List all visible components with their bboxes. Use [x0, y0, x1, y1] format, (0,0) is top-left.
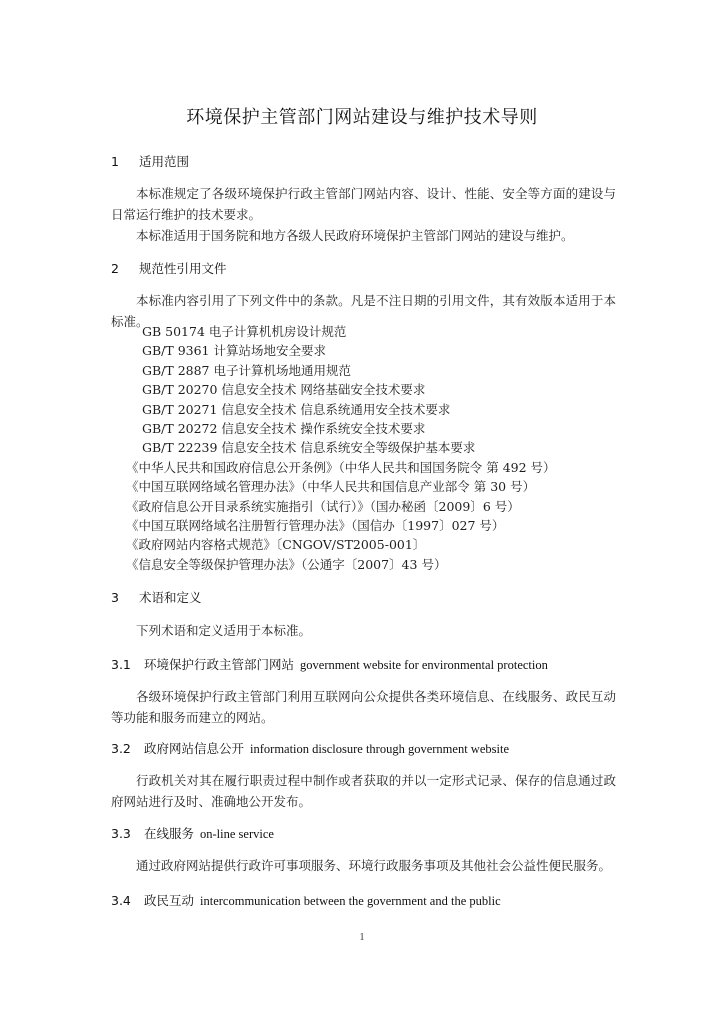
page-number: 1 [359, 932, 365, 943]
reference-item: 《中国互联网络域名管理办法》（中华人民共和国信息产业部令 第 30 号） [126, 479, 536, 495]
document-title: 环境保护主管部门网站建设与维护技术导则 [186, 107, 538, 128]
term-english: intercommunication between the government and the public [200, 894, 501, 908]
section-title: 适用范围 [139, 154, 190, 169]
reference-item: 《政府网站内容格式规范》〔CNGOV/ST2005-001〕 [126, 537, 426, 553]
term-chinese: 政民互动 [144, 893, 195, 908]
section-3-3-definition: 通过政府网站提供行政许可事项服务、环境行政服务事项及其他社会公益性便民服务。 [136, 858, 612, 873]
section-1-paragraph-1: 本标准规定了各级环境保护行政主管部门网站内容、设计、性能、安全等方面的建设与日常运行维护的技术要求。 [111, 186, 616, 222]
section-number: 1 [111, 154, 119, 169]
section-number: 3.2 [111, 741, 131, 756]
reference-item: 《中华人民共和国政府信息公开条例》（中华人民共和国国务院令 第 492 号） [126, 459, 556, 475]
section-3-1-definition: 各级环境保护行政主管部门利用互联网向公众提供各类环境信息、在线服务、政民互动等功能和服务而建立的网站。 [111, 689, 616, 725]
section-number: 3.3 [111, 826, 131, 841]
reference-item: GB/T 20271 信息安全技术 信息系统通用安全技术要求 [142, 401, 451, 417]
section-heading-1 [111, 152, 189, 170]
section-number: 3.1 [111, 657, 131, 672]
section-title: 规范性引用文件 [139, 261, 227, 276]
section-heading-3-4 [111, 891, 501, 909]
reference-item: GB/T 22239 信息安全技术 信息系统安全等级保护基本要求 [142, 440, 476, 456]
reference-item: 《政府信息公开目录系统实施指引（试行）》（国办秘函〔2009〕6 号） [126, 498, 520, 514]
section-3-paragraph: 下列术语和定义适用于本标准。 [136, 623, 312, 638]
section-heading-3-2 [111, 739, 509, 757]
reference-item: GB 50174 电子计算机机房设计规范 [142, 324, 347, 339]
term-chinese: 政府网站信息公开 [144, 741, 245, 756]
normative-reference-list [126, 322, 556, 574]
section-heading-3 [111, 588, 202, 606]
section-heading-3-1 [111, 655, 548, 673]
section-heading-2 [111, 259, 227, 277]
reference-item: 《信息安全等级保护管理办法》（公通字〔2007〕43 号） [126, 556, 447, 572]
term-english: government website for environmental protection [300, 658, 548, 672]
section-number: 2 [111, 261, 119, 276]
term-chinese: 环境保护行政主管部门网站 [144, 657, 295, 672]
section-title: 术语和定义 [139, 590, 202, 605]
reference-item: GB/T 20272 信息安全技术 操作系统安全技术要求 [142, 421, 426, 437]
section-heading-3-3 [111, 824, 274, 842]
term-chinese: 在线服务 [144, 826, 195, 841]
term-english: information disclosure through government website [250, 742, 509, 756]
section-1-paragraph-2: 本标准适用于国务院和地方各级人民政府环境保护主管部门网站的建设与维护。 [136, 228, 574, 243]
reference-item: GB/T 20270 信息安全技术 网络基础安全技术要求 [142, 382, 426, 398]
term-english: on-line service [200, 827, 274, 841]
reference-item: 《中国互联网络域名注册暂行管理办法》（国信办〔1997〕027 号） [126, 518, 505, 534]
section-2-paragraph: 本标准内容引用了下列文件中的条款。凡是不注日期的引用文件，其有效版本适用于本标准。 [111, 293, 616, 329]
section-number: 3.4 [111, 893, 131, 908]
section-3-2-definition: 行政机关对其在履行职责过程中制作或者获取的并以一定形式记录、保存的信息通过政府网站进行及时、准确地公开发布。 [111, 773, 616, 809]
section-number: 3 [111, 590, 119, 605]
reference-item: GB/T 2887 电子计算机场地通用规范 [142, 362, 351, 378]
reference-item: GB/T 9361 计算站场地安全要求 [142, 343, 326, 359]
